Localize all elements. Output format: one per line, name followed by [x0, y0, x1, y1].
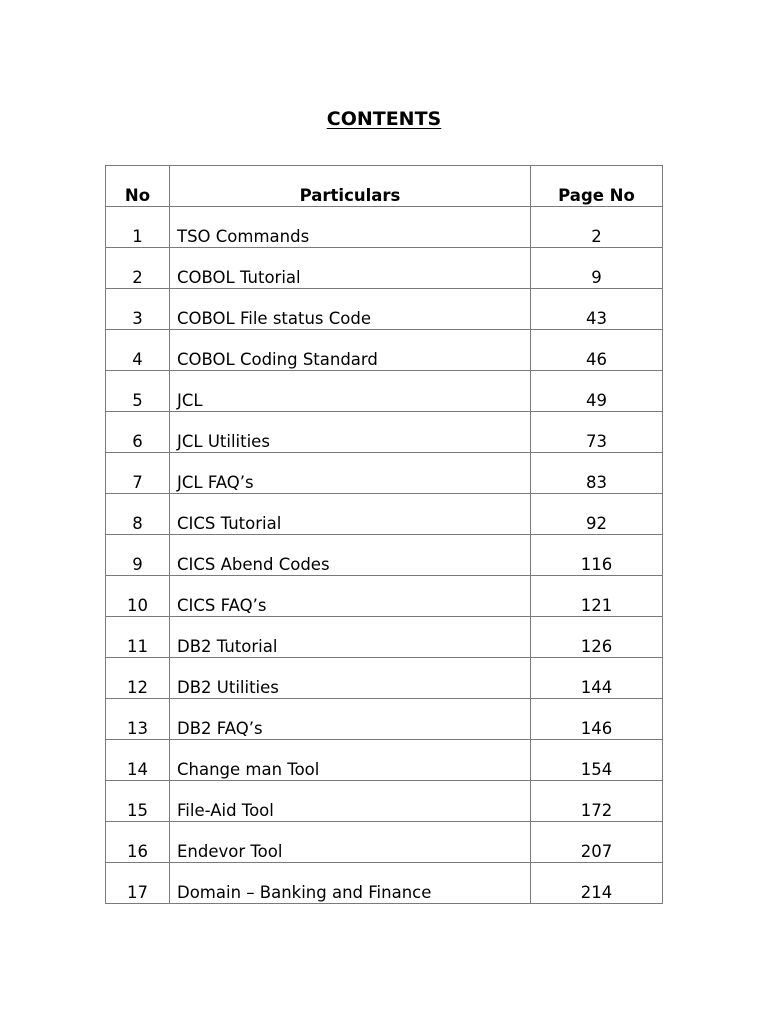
table-row: [106, 535, 663, 576]
table-row: [106, 207, 663, 248]
row-page-number: 172: [531, 781, 663, 822]
table-row: [106, 863, 663, 904]
header-no: No: [106, 166, 170, 207]
row-number: 8: [106, 494, 170, 535]
row-page-number: 83: [531, 453, 663, 494]
table-body: [106, 207, 663, 904]
table-row: [106, 617, 663, 658]
row-number: 9: [106, 535, 170, 576]
row-particulars: CICS FAQ’s: [170, 576, 531, 617]
row-particulars: Domain – Banking and Finance: [170, 863, 531, 904]
table-row: [106, 576, 663, 617]
row-number: 14: [106, 740, 170, 781]
row-page-number: 116: [531, 535, 663, 576]
row-page-number: 144: [531, 658, 663, 699]
table-row: [106, 371, 663, 412]
row-number: 5: [106, 371, 170, 412]
row-particulars: JCL: [170, 371, 531, 412]
header-page-no: Page No: [531, 166, 663, 207]
row-particulars: CICS Abend Codes: [170, 535, 531, 576]
table-row: [106, 822, 663, 863]
row-page-number: 73: [531, 412, 663, 453]
row-particulars: JCL Utilities: [170, 412, 531, 453]
row-particulars: File-Aid Tool: [170, 781, 531, 822]
table-row: [106, 740, 663, 781]
table-row: [106, 248, 663, 289]
row-page-number: 2: [531, 207, 663, 248]
row-number: 7: [106, 453, 170, 494]
header-particulars: Particulars: [170, 166, 531, 207]
row-number: 13: [106, 699, 170, 740]
table-row: [106, 494, 663, 535]
row-number: 15: [106, 781, 170, 822]
row-page-number: 9: [531, 248, 663, 289]
row-number: 12: [106, 658, 170, 699]
table-row: [106, 289, 663, 330]
row-page-number: 214: [531, 863, 663, 904]
row-number: 11: [106, 617, 170, 658]
table-row: [106, 781, 663, 822]
row-particulars: COBOL File status Code: [170, 289, 531, 330]
table-row: [106, 699, 663, 740]
row-particulars: COBOL Coding Standard: [170, 330, 531, 371]
row-particulars: DB2 FAQ’s: [170, 699, 531, 740]
row-particulars: DB2 Utilities: [170, 658, 531, 699]
row-number: 16: [106, 822, 170, 863]
row-particulars: JCL FAQ’s: [170, 453, 531, 494]
row-particulars: DB2 Tutorial: [170, 617, 531, 658]
row-page-number: 126: [531, 617, 663, 658]
row-particulars: Change man Tool: [170, 740, 531, 781]
row-number: 2: [106, 248, 170, 289]
row-number: 1: [106, 207, 170, 248]
table-row: [106, 330, 663, 371]
row-particulars: CICS Tutorial: [170, 494, 531, 535]
row-page-number: 146: [531, 699, 663, 740]
row-page-number: 154: [531, 740, 663, 781]
row-number: 17: [106, 863, 170, 904]
contents-table: [105, 165, 663, 904]
row-page-number: 207: [531, 822, 663, 863]
row-page-number: 49: [531, 371, 663, 412]
table-header-row: [106, 166, 663, 207]
row-page-number: 46: [531, 330, 663, 371]
row-number: 3: [106, 289, 170, 330]
row-particulars: COBOL Tutorial: [170, 248, 531, 289]
row-particulars: TSO Commands: [170, 207, 531, 248]
row-number: 6: [106, 412, 170, 453]
table-row: [106, 658, 663, 699]
table-row: [106, 412, 663, 453]
page-title: CONTENTS: [326, 108, 442, 130]
row-page-number: 92: [531, 494, 663, 535]
row-number: 10: [106, 576, 170, 617]
row-number: 4: [106, 330, 170, 371]
row-page-number: 43: [531, 289, 663, 330]
table-row: [106, 453, 663, 494]
row-particulars: Endevor Tool: [170, 822, 531, 863]
row-page-number: 121: [531, 576, 663, 617]
